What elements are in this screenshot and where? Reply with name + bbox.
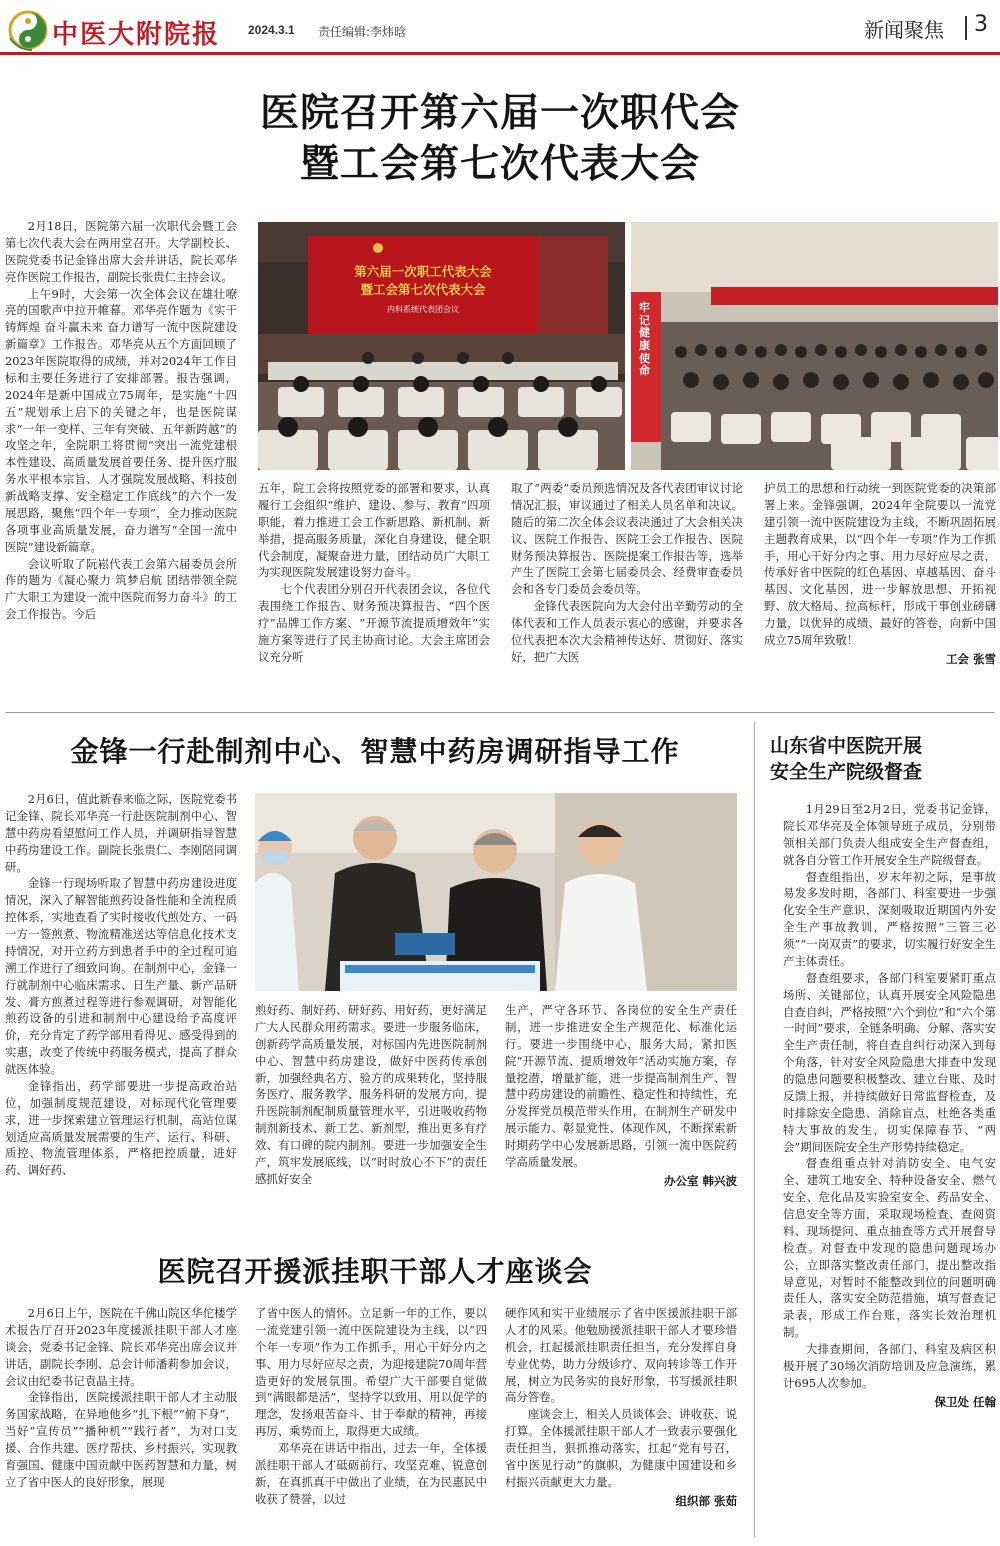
section-divider-line (5, 712, 995, 713)
article4-title-line2: 安全生产院级督查 (770, 760, 923, 783)
article2-col1 (5, 791, 237, 1229)
paragraph: 2月6日，值此新春来临之际，医院党委书记金锋、院长邓华亮一行赴医院制剂中心、智慧中药房看望慰问工作人员，并调研指导智慧中药房建设工作。副院长张贵仁、李刚陪同调研。 (5, 792, 237, 874)
paragraph: 金锋一行现场听取了智慧中药房建设进度情况，深入了解智能煎药设备性能和全流程质控体系，实地查看了实时接收代煎处方、一码一方一签煎煮、物流精准送达等信息化技术支持情况，对开立药方到患者手中的全过程可追溯工作进行了细致问询。在制剂中心，金锋一行就制剂中心临床需求、日生产量、新产品研发、膏方煎煮过程等进行参观调研，对智能化煎药设备的引进和制剂中心建设给予高度评价，充分肯定了药学部用看得见、感受得到的实惠，改变了传统中药服务模式，提高了群众就医体验。 (5, 876, 237, 1076)
paragraph: 硬作风和实干业绩展示了省中医援派挂职干部人才的风采。他勉励援派挂职干部人才要珍惜机会，扛起援派挂职责任担当，充分发挥自身专业优势，助力分级诊疗、双向转诊等工作开展，树立为民务实的良好形象，书写援派挂职高分答卷。 (505, 1306, 737, 1405)
pharmacy-visit-photo (255, 793, 737, 991)
article1-title (0, 88, 1000, 189)
congress-stage-photo (258, 222, 625, 470)
paragraph: 生产，严守各环节、各岗位的安全生产责任制，进一步推进安全生产规范化、标准化运行。要进一步围绕中心，服务大局，紧扣医院“开源节流、提质增效年”活动实施方案，存量挖潜，增量扩能，进一步提高制剂生产、智慧中药房建设的前瞻性、稳定性和持续性，充分发挥党员模范带头作用，在制剂生产研发中展示能力、彰显党性、体现作风，不断探索新时期药学中心发展新思路，引领一流中医院药学高质量发展。 (505, 1003, 737, 1169)
paragraph: 金锋代表医院向为大会付出辛勤劳动的全体代表和工作人员表示衷心的感谢，并要求各位代表把本次大会精神传达好、贯彻好、落实好，把广大医 (511, 599, 743, 664)
paragraph: 座谈会上，相关人员谈体会、讲收获、说打算。全体援派挂职干部人才一致表示要强化责任担当，狠抓推动落实，扛起“党有号召，省中医见行动”的旗帜，为健康中国建设和乡村振兴贡献更大力量。 (505, 1407, 737, 1489)
article1-col2 (258, 480, 490, 690)
article3-col2 (255, 1305, 487, 1537)
article1-col4 (764, 480, 996, 702)
paragraph: 2月18日，医院第六届一次职代会暨工会第七次代表大会在两用堂召开。大学副校长、医院党委书记金锋出席大会并讲话，院长邓华亮作医院工作报告，副院长张贵仁主持会议。 (5, 219, 237, 284)
hall-side-banner: 牢记健康使命 (639, 301, 650, 378)
paragraph: 邓华亮在讲话中指出，过去一年，全体援派挂职干部人才砥砺前行、攻坚克难、锐意创新，在真抓真干中做出了业绩，在为民惠民中收获了赞誉，以过 (255, 1441, 487, 1506)
stage-banner-line3: 内科系统代表团会议 (387, 305, 459, 314)
masthead-rule (0, 52, 1000, 55)
paragraph: 1月29日至2月2日，党委书记金锋，院长邓华亮及全体领导班子成员，分别带领相关部门负责人组成安全生产督查组，就各自分管工作开展安全生产院级督查。 (783, 802, 996, 867)
paragraph: 了省中医人的情怀。立足新一年的工作，要以一流党建引领一流中医院建设为主线，以“四个年一专项”作为工作抓手，用心干好分内之事、用力尽好应尽之责，为迎接建院70周年营造更好的发展氛围。希望广大干部要自觉做到“满眼都是活”，坚持学以致用、用以促学的理念，发扬艰苦奋斗、甘于奉献的精神，再接再厉、乘势而上，取得更大成绩。 (255, 1306, 487, 1439)
article4-title-line1: 山东省中医院开展 (770, 735, 923, 757)
paragraph: 七个代表团分别召开代表团会议，各位代表围绕工作报告、财务预决算报告、“四个医疗”品牌工作方案、“开源节流提质增效年”实施方案等进行了民主协商讨论。大会主席团会议充分听 (258, 582, 490, 664)
article2-signature: 办公室 韩兴波 (663, 1173, 737, 1188)
article3-title: 医院召开援派挂职干部人才座谈会 (157, 1255, 593, 1288)
article4-title (770, 734, 995, 785)
article1-col3 (511, 480, 743, 690)
column-divider (754, 722, 755, 1537)
article1-col1 (5, 218, 237, 690)
paragraph: 会议听取了阮崧代表工会第六届委员会所作的题为《凝心聚力 筑梦启航 团结带领全院广大职工为建设一流中医院而努力奋斗》的工会工作报告。今后 (5, 556, 237, 622)
article2-col2 (255, 1002, 487, 1229)
stage-banner-line1: 第六届一次职工代表大会 (354, 264, 492, 279)
paragraph: 督查组重点针对消防安全、电气安全、建筑工地安全、特种设备安全、燃气安全、危化品及实验室安全、药品安全、信息安全等方面，采取现场检查、查阅资料、现场提问、重点抽查等方式开展督导检查。对督查中发现的隐患问题现场办公，立即落实整改责任部门，提出整改指导意见，对暂时不能整改到位的问题明确责任人，落实安全防范措施，填写督查记录表，形成工作台账，落实长效治理机制。 (783, 1156, 996, 1340)
masthead (0, 0, 1000, 60)
article1-title-line2: 暨工会第七次代表大会 (299, 140, 700, 187)
paragraph: 五年，院工会将按照党委的部署和要求，认真履行工会组织“维护、建设、参与、教育”四项职能，着力推进工会工作新思路、新机制、新举措，提高服务质量，深化自身建设，健全职代会制度，凝聚奋进力量，团结动员广大职工为实现医院发展建设努力奋斗。 (258, 481, 490, 580)
article1-signature: 工会 张雪 (945, 651, 996, 666)
paragraph: 煎好药、制好药、研好药、用好药，更好满足广大人民群众用药需求。要进一步服务临床，创新药学高质量发展，对标国内先进医院制剂中心、智慧中药房建设，做好中医药传承创新，加强经典名方、验方的成果转化，坚持服务医疗、服务教学、服务科研的发展方向，提升医院制剂配制质量管理水平，引进吸收药物制剂新技术、新工艺、新剂型，推出更多有疗效、有口碑的院内制剂。要进一步加强安全生产，筑牢发展底线，以“时时放心不下”的责任感抓好安全 (255, 1003, 487, 1186)
section-divider (965, 16, 967, 40)
paragraph: 上午9时，大会第一次全体会议在雄壮嘹亮的国歌声中拉开帷幕。邓华亮作题为《实干铸辉煌 奋斗赢未来 奋力谱写一流中医院建设新篇章》工作报告。邓华亮从五个方面回顾了2023年医院取得的成绩，并对2024年工作目标和主要任务进行了安排部署。报告强调，2024年是新中国成立75周年，是实施“十四五”规划承上启下的关键之年，也是医院谋求“一年一变样、三年有突破、五年新跨越”的攻坚之年，全院职工将贯彻“突出一流党建根本性建设、高质量发展首要任务、提升医疗服务水平根本宗旨、人才强院发展战略、科技创新战略支撑、安全稳定工作底线”的六个一发展思路，聚焦“四个年一专项”，全力推动医院各项事业高质量发展，奋力谱写“全国一流中医院”建设新篇章。 (5, 286, 237, 554)
article2-title: 金锋一行赴制剂中心、智慧中药房调研指导工作 (70, 735, 680, 768)
page-number: 3 (974, 12, 988, 37)
paragraph: 金锋指出，医院援派挂职干部人才主动服务国家战略，在异地他乡“扎下根”“俯下身”，当好“宣传员”“播种机”“践行者”，为对口支援、合作共建、医疗帮扶、乡村振兴，实现教育强国、健康中国贡献中医药智慧和力量，树立了省中医人的良好形象，展现 (5, 1390, 237, 1489)
article3-signature: 组织部 张茹 (675, 1493, 737, 1508)
paragraph: 护员工的思想和行动统一到医院党委的决策部署上来。金锋强调，2024年全院要以一流党建引领一流中医院建设为主线，不断巩固拓展主题教育成果，以“四个年一专项”作为工作抓手，用心干好分内之事、用力尽好应尽之责，传承好省中医院的红色基因、卓越基因、奋斗基因、文化基因，进一步解放思想、开拓视野、放大格局、拉高标杆，形成干事创业磅礴力量，以优异的成绩、最好的答卷，向新中国成立75周年致敬！ (764, 481, 996, 647)
article1-title-line1: 医院召开第六届一次职代会 (259, 90, 740, 136)
paragraph: 取了“两委”委员预选情况及各代表团审议讨论情况汇报，审议通过了相关人员名单和决议。随后的第二次全体会议表决通过了大会相关决议、医院工作报告、医院工会工作报告、医院财务预决算报告、医院提案工作报告等，选举产生了医院工会第七届委员会、经费审查委员会和各专门委员会委员等。 (511, 481, 743, 597)
editor-credit: 责任编辑:李炜晗 (318, 25, 407, 39)
article4-signature: 保卫处 任翰 (934, 1394, 996, 1409)
paragraph: 督查组要求，各部门科室要紧盯重点场所、关键部位，认真开展安全风险隐患自查自纠，严格按照“六个到位”和“六个第一时间”要求，全链条明确、分解、落实安全生产责任制，将自查自纠行动深入到每个角落，针对安全风险隐患大排查中发现的隐患问题要积极整改、建立台账、及时反馈上报，并持续做好日常监督检查，及时排除安全隐患、消除盲点，杜绝各类重特大事故的发生，切实保障春节、“两会”期间医院安全生产形势持续稳定。 (783, 970, 996, 1154)
newspaper-logo-icon (6, 8, 50, 52)
paragraph: 督查组指出，岁末年初之际，是事故易发多发时期，各部门、科室要进一步强化安全生产意识，深刻吸取近期国内外安全生产事故教训，严格按照“三管三必须”“一岗双责”的要求，切实履行好安全生产主体责任。 (783, 869, 996, 968)
paragraph: 金锋指出，药学部要进一步提高政治站位，加强制度规范建设，对标现代化管理要求，进一步探索建立管理运行机制，高站位谋划适应高质量发展需要的生产、运行、科研、质控、物流管理体系，严格把控质量，进好药、调好药、 (5, 1078, 237, 1178)
stage-banner-line2: 暨工会第七次代表大会 (360, 282, 486, 297)
congress-hall-photo (631, 222, 998, 470)
article2-col3 (505, 1002, 737, 1229)
paper-name: 中医大附院报 (52, 20, 221, 50)
paragraph: 大排查期间，各部门、科室及病区积极开展了30场次消防培训及应急演练，累计695人次参加。 (783, 1342, 996, 1390)
article4-body (783, 801, 996, 1539)
article3-col3 (505, 1305, 737, 1537)
paragraph: 2月6日上午，医院在千佛山院区华佗楼学术报告厅召开2023年度援派挂职干部人才座谈会，党委书记金锋、院长邓华亮出席会议并讲话，副院长李刚、总会计师潘莉参加会议，会议由纪委书记袁晶主持。 (5, 1306, 237, 1388)
section-name: 新闻聚焦 (864, 18, 944, 42)
article3-col1 (5, 1305, 237, 1537)
issue-date: 2024.3.1 (248, 23, 295, 37)
